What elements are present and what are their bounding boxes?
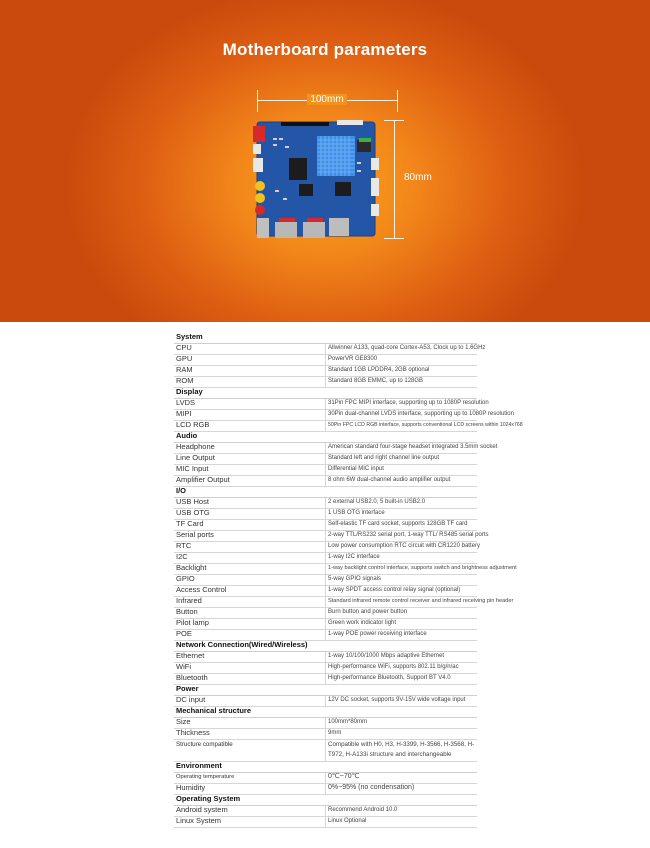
table-row [174,728,477,739]
spec-key: Bluetooth [174,673,326,684]
page-title: Motherboard parameters [222,40,428,59]
spec-value: Burn button and power button [326,607,478,618]
spec-value: Low power consumption RTC circuit with CR1220 battery [326,541,478,552]
spec-key: TF Card [174,519,326,530]
spec-value: Compatible with H0, H3, H-3399, H-3566, H-3568, H-T972, H-A133i structure and interchangeable [326,739,478,761]
section-title: Audio [174,431,477,442]
spec-table [174,331,523,828]
spec-key: Size [174,717,326,728]
spec-value: High-performance Bluetooth, Support BT V4.0 [326,673,478,684]
table-row [174,563,477,574]
table-row [174,673,477,684]
width-dimension-tick-left [257,90,258,112]
section-title: Display [174,387,477,398]
spec-value: Standard left and right channel line output [326,453,478,464]
spec-key: Infrared [174,596,326,607]
table-row [174,365,477,376]
spec-key: DC input [174,695,326,706]
spec-value: Green work indicator light [326,618,478,629]
section-header [174,761,477,772]
section-header [174,431,477,442]
spec-key: Ethernet [174,651,326,662]
table-row [174,530,477,541]
spec-key: RTC [174,541,326,552]
table-row [174,783,477,794]
width-dimension-label [303,93,351,107]
spec-value: Differential MIC input [326,464,478,475]
table-row [174,739,477,761]
hero-banner [0,0,650,322]
spec-value: 100mm*80mm [326,717,478,728]
spec-value: Standard 1GB LPDDR4, 2GB optional [326,365,478,376]
table-row [174,398,477,409]
section-title: Power [174,684,477,695]
section-header [174,387,477,398]
spec-value: 1-way 10/100/1000 Mbps adaptive Ethernet [326,651,478,662]
spec-value: Linux Optional [326,816,478,827]
table-row [174,585,477,596]
section-title: Network Connection(Wired/Wireless) [174,640,477,651]
spec-key: GPU [174,354,326,365]
spec-key: Button [174,607,326,618]
spec-value: 12V DC socket, supports 9V-15V wide voltage input [326,695,478,706]
table-row [174,420,477,431]
table-row [174,651,477,662]
spec-key: LCD RGB [174,420,326,431]
spec-value: 8 ohm 6W dual-channel audio amplifier output [326,475,478,486]
section-title: Operating System [174,794,477,805]
spec-value: 5-way GPIO signals [326,574,478,585]
spec-key: Headphone [174,442,326,453]
spec-key: Operating temperature [174,772,326,783]
section-header [174,684,477,695]
table-row [174,497,477,508]
spec-key: Structure compatible [174,739,326,761]
spec-value: 0℃~70℃ [326,772,478,783]
table-row [174,409,477,420]
spec-value: Recommend Android 10.0 [326,805,478,816]
spec-value: 2-way TTL/RS232 serial port, 1-way TTL/ RS485 serial ports [326,530,478,541]
spec-key: MIPI [174,409,326,420]
spec-key: RAM [174,365,326,376]
section-header [174,706,477,717]
spec-value: 1 USB OTG interface [326,508,478,519]
spec-key: Access Control [174,585,326,596]
spec-value: Self-elastic TF card socket, supports 128GB TF card [326,519,478,530]
table-row [174,772,477,783]
table-row [174,508,477,519]
spec-key: Backlight [174,563,326,574]
table-row [174,453,477,464]
height-dimension-label: 80mm [404,172,432,183]
spec-value: American standard four-stage headset integrated 3.5mm socket [326,442,478,453]
spec-key: GPIO [174,574,326,585]
section-title: Mechanical structure [174,706,477,717]
spec-value: 30Pin dual-channel LVDS interface, supporting up to 1080P resolution [326,409,478,420]
height-dimension-tick-bottom [384,238,404,239]
spec-key: Serial ports [174,530,326,541]
section-header [174,640,477,651]
spec-key: POE [174,629,326,640]
spec-value: 1-way I2C interface [326,552,478,563]
table-row [174,442,477,453]
spec-key: Humidity [174,783,326,794]
spec-key: CPU [174,343,326,354]
spec-value: Allwinner A133, quad-core Cortex-A53, Clock up to 1.6GHz [326,343,478,354]
section-header [174,486,477,497]
spec-key: WiFi [174,662,326,673]
table-row [174,475,477,486]
spec-key: USB Host [174,497,326,508]
table-row [174,541,477,552]
table-row [174,376,477,387]
width-dimension-tick-right [397,90,398,112]
height-dimension-line [394,120,395,238]
table-row [174,717,477,728]
spec-key: LVDS [174,398,326,409]
table-row [174,519,477,530]
spec-value: 2 external USB2.0, 5 built-in USB2.0 [326,497,478,508]
table-row [174,618,477,629]
spec-key: ROM [174,376,326,387]
spec-value: 50Pin FPC LCD RGB interface, supports conventional LCD screens within 1024x768 [326,420,478,431]
section-header [174,794,477,805]
spec-value: 31Pin FPC MIPI interface, supporting up to 1080P resolution [326,398,478,409]
table-row [174,607,477,618]
table-row [174,354,477,365]
table-row [174,574,477,585]
spec-key: Android system [174,805,326,816]
section-title: I/O [174,486,477,497]
table-row [174,629,477,640]
spec-value: Standard infrared remote control receiver and infrared receiving pin header [326,596,478,607]
table-row [174,343,477,354]
table-row [174,805,477,816]
width-label-text: 100mm [307,94,346,105]
table-row [174,695,477,706]
spec-key: MIC Input [174,464,326,475]
spec-key: Line Output [174,453,326,464]
spec-key: Amplifier Output [174,475,326,486]
spec-value: PowerVR GE8300 [326,354,478,365]
spec-key: Pilot lamp [174,618,326,629]
section-title: Environment [174,761,477,772]
spec-key: I2C [174,552,326,563]
spec-value: 1-way POE power receiving interface [326,629,478,640]
table-row [174,552,477,563]
spec-value: 9mm [326,728,478,739]
spec-key: Thickness [174,728,326,739]
spec-value: 0%~95% (no condensation) [326,783,478,794]
spec-key: Linux System [174,816,326,827]
spec-value: Standard 8GB EMMC, up to 128GB [326,376,478,387]
section-header [174,332,477,343]
table-row [174,662,477,673]
motherboard-image [249,118,381,242]
spec-key: USB OTG [174,508,326,519]
spec-value: 1-way backlight control interface, supports switch and brightness adjustment [326,563,478,574]
table-row [174,596,477,607]
table-row [174,464,477,475]
section-title: System [174,332,477,343]
table-row [174,816,477,827]
spec-value: 1-way SPDT access control relay signal (optional) [326,585,478,596]
spec-value: High-performance WiFi, supports 802.11 b/g/n/ac [326,662,478,673]
